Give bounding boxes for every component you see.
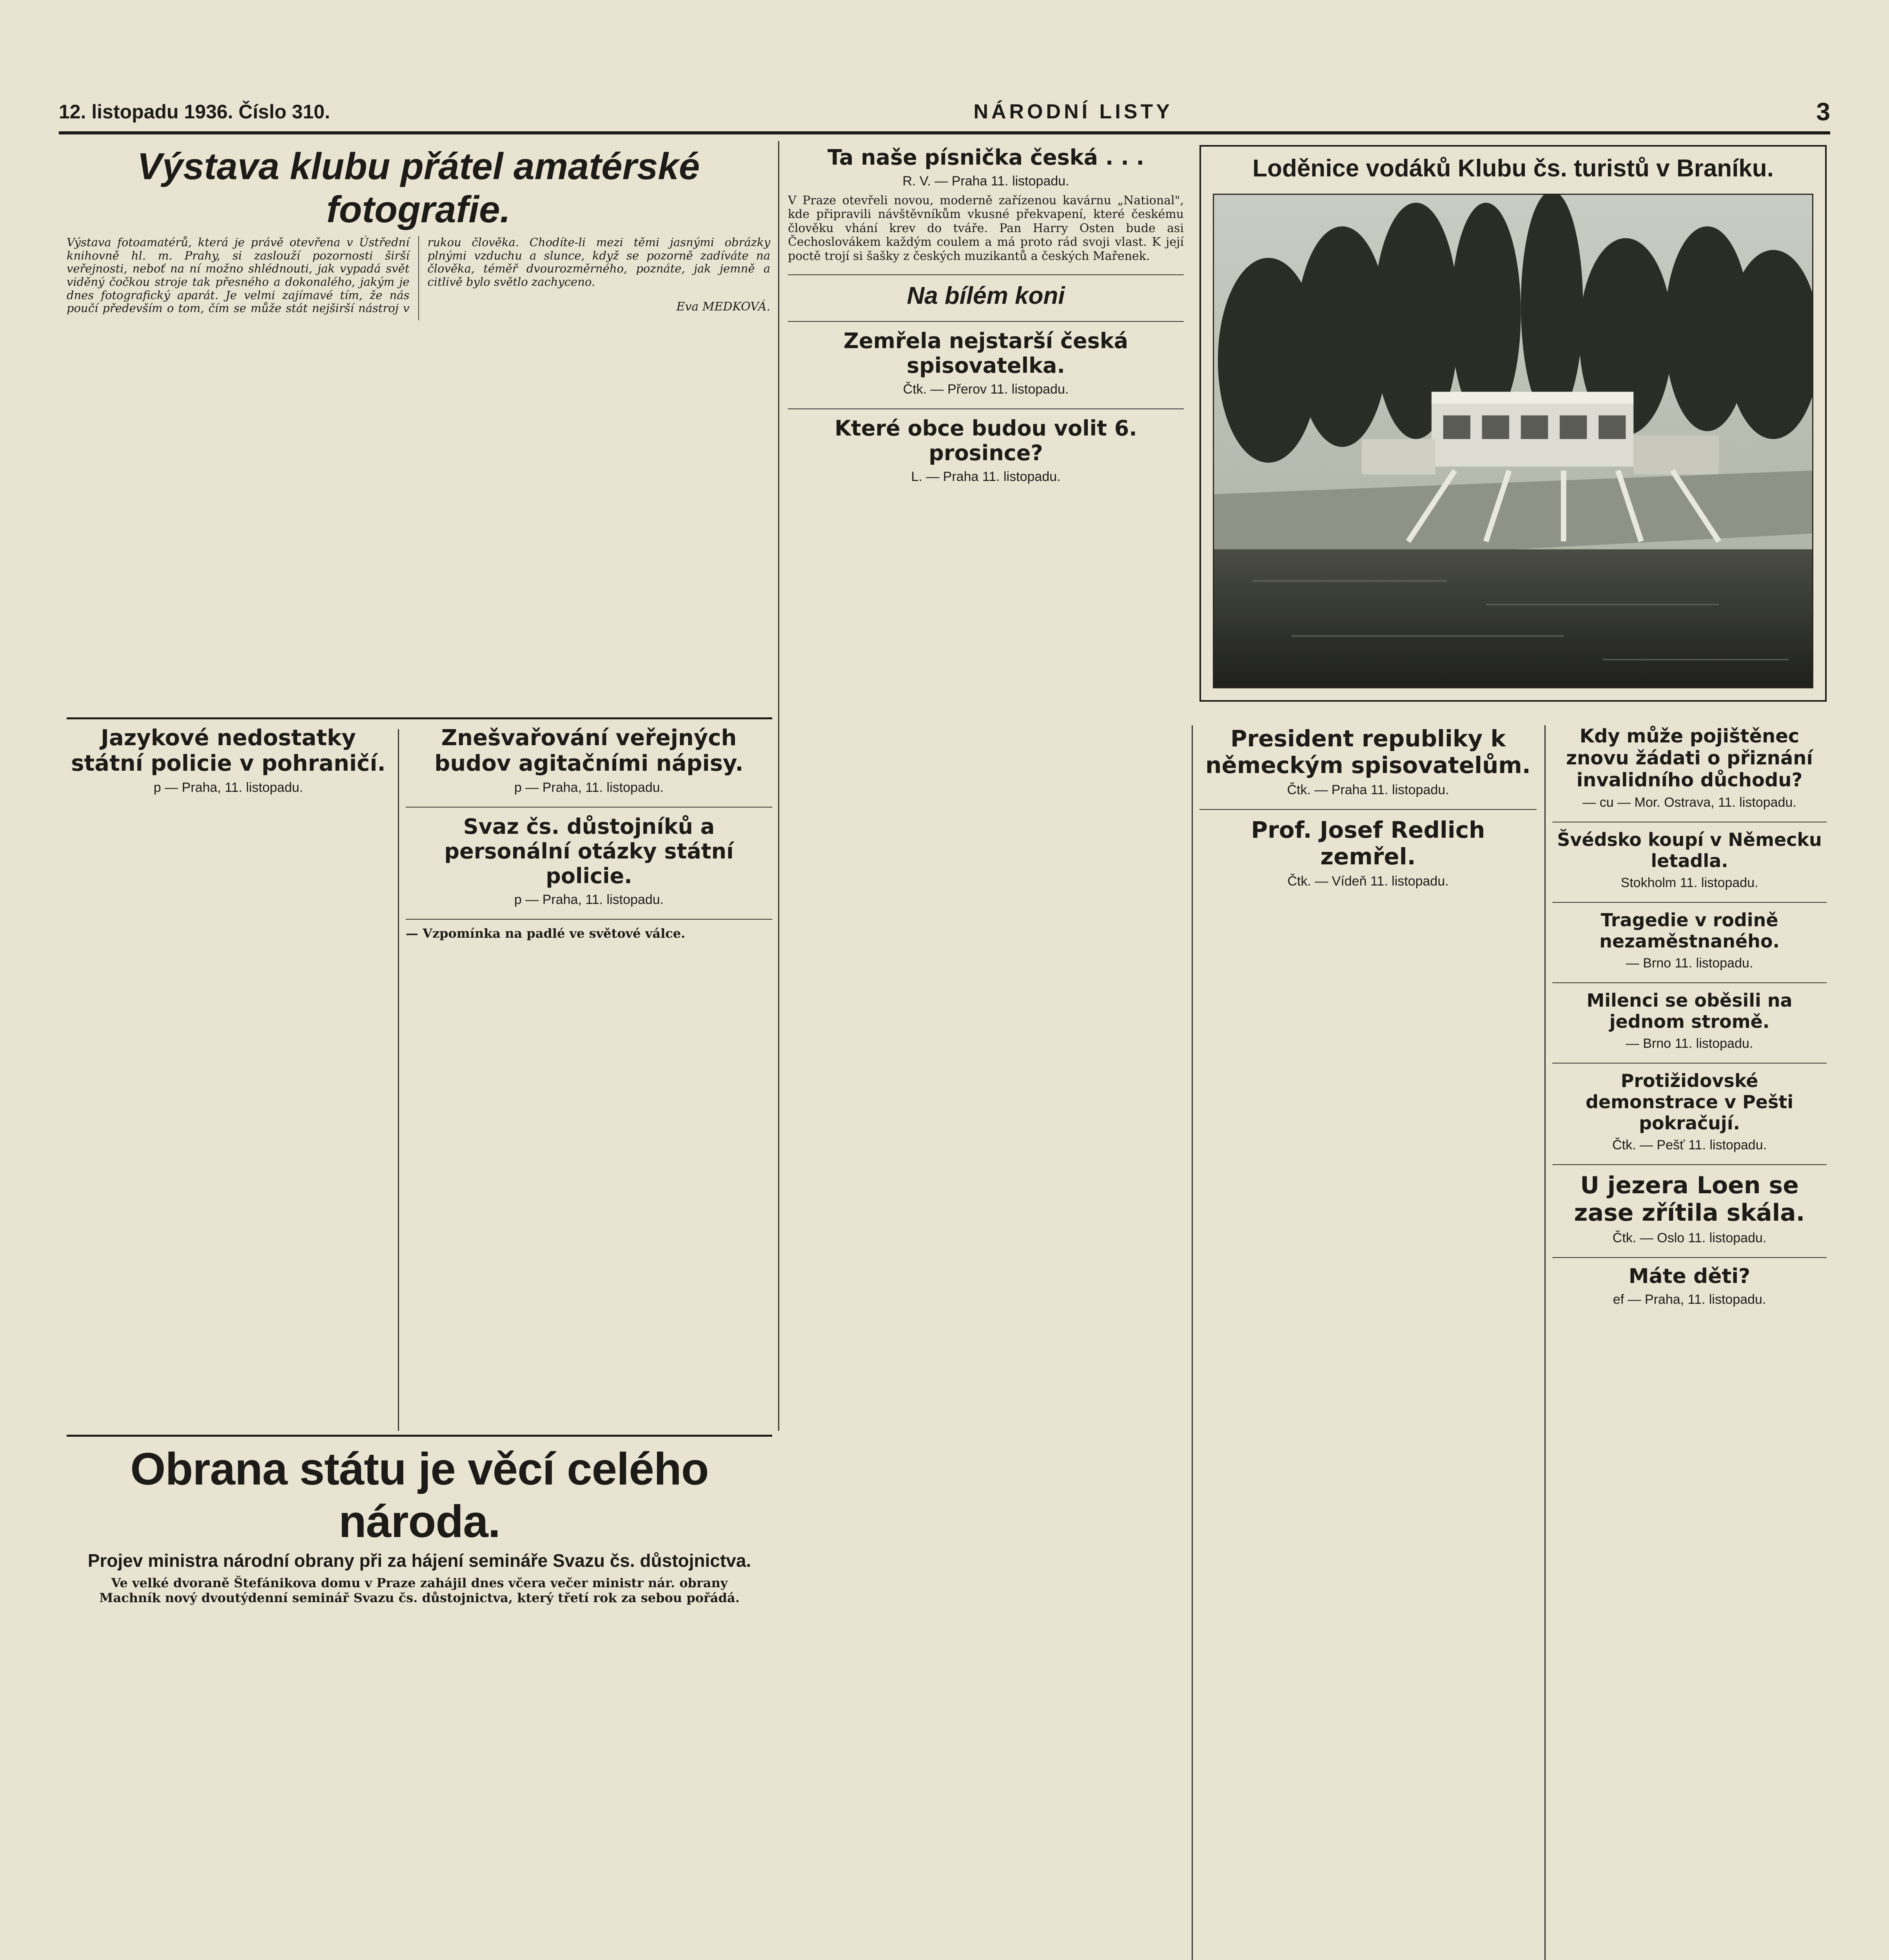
masthead-rule [59,131,1830,134]
article-title: Znešvařování veřejných budov agitačními nápisy. [434,725,744,776]
article-title: U jezera Loen se zase zřítila skála. [1574,1172,1805,1227]
article-policie [67,725,390,1427]
article-title: Prof. Josef Redlich zemřel. [1251,817,1485,870]
article-byline: Čtk. — Přerov 11. listopadu. [903,381,1069,397]
article-title: Výstava klubu přátel amatérské fotografie. [137,145,700,230]
banner-headline: Obrana státu je věcí celého národa. [130,1443,709,1547]
article-title: Milenci se oběsili na jednom stromě. [1586,990,1793,1032]
article-title: Svaz čs. důstojníků a personální otázky státní policie. [444,814,734,888]
article-signature: Eva MEDKOVÁ. [676,299,770,314]
issue-date: 12. listopadu 1936. Číslo 310. [59,101,330,123]
article-byline: p — Praha, 11. listopadu. [153,780,303,795]
article-obrana [67,1443,772,1960]
article-title: Kdy může pojištěnec znovu žádati o přiznání invalidního důchodu? [1566,725,1813,791]
article-byline: Čtk. — Praha 11. listopadu. [1287,782,1449,797]
article-byline: p — Praha, 11. listopadu. [514,892,664,907]
article-vystava [67,145,770,710]
article-budovy [406,725,772,1427]
article-byline: p — Praha, 11. listopadu. [514,780,664,795]
article-pisnicka [788,145,1184,1960]
section-rule [67,717,772,719]
article-byline: R. V. — Praha 11. listopadu. [902,174,1069,189]
article-byline: Čtk. — Oslo 11. listopadu. [1612,1230,1767,1245]
photo-box [1199,145,1827,702]
article-byline: Čtk. — Vídeň 11. listopadu. [1287,874,1449,889]
masthead [59,90,1830,133]
banner-subhead: Projev ministra národní obrany při za hájení semináře Svazu čs. důstojnictva. [87,1550,751,1571]
article-title: Protižidovské demonstrace v Pešti pokračují. [1585,1070,1794,1134]
article-title: Ta naše písnička česká . . . [827,145,1145,170]
column-rule [398,729,399,1431]
article-title: President republiky k německým spisovatelům. [1205,725,1531,779]
notice-vzpominka: — Vzpomínka na padlé ve světové válce. [406,926,686,941]
article-body: Výstava fotoamatérů, která je právě otevřena v Ústřední knihovně hl. m. Prahy, si zaslouží pozornosti širší veřejnosti, neboť na ní možno shlédnouti, jak vypadá svět viděný čočkou stroje tak přesného a dokonalého, jakým je dnes fotografický aparát. Je velmi zajímavé tím, že nás poučí především o tom, čím se může stát nejširší nástroj v rukou člověka. Chodíte-li mezi těmi jasnými obrázky plnými vzduchu a slunce, když se pozorně zadíváte na člověka, téměř dvourozměrného, poznáte, jak jemně a citlivě bylo světlo zachyceno. Eva MEDKOVÁ. [67,236,770,315]
photo-image [1213,194,1813,688]
photo-title: Loděnice vodáků Klubu čs. turistů v Braníku. [1252,155,1774,182]
article-byline: Čtk. — Pešť 11. listopadu. [1612,1138,1767,1152]
article-title: Máte děti? [1628,1265,1751,1288]
article-title: Zemřela nejstarší česká spisovatelka. [843,328,1129,378]
article-president [1199,725,1537,1960]
article-byline: — Brno 11. listopadu. [1626,956,1753,971]
banner-body [67,1610,772,1621]
article-byline: Stokholm 11. listopadu. [1620,875,1758,890]
article-lead: V Praze otevřeli novou, moderně zařízenou kavárnu „National", kde připravili návštěvníkům vkusné překvapení, které českému člověku vhání krev do tváře. Pan Harry Osten bude asi Čechoslovákem každým coulem a má proto rád svoji vlast. K její poctě trojí si šašky z českých muzikantů a českých Mařenek. [788,194,1184,263]
article-byline: — Brno 11. listopadu. [1626,1036,1753,1051]
article-byline: — cu — Mor. Ostrava, 11. listopadu. [1582,795,1796,810]
article-byline: L. — Praha 11. listopadu. [911,469,1061,484]
article-byline: ef — Praha, 11. listopadu. [1613,1292,1766,1307]
article-title: Tragedie v rodině nezaměstnaného. [1599,909,1780,952]
column-rule [778,141,779,1431]
boathouse-photo [1214,195,1812,687]
right-column [1552,725,1827,1960]
article-title: Na bílém koni [907,282,1065,309]
column-rule [1544,725,1546,1960]
column-rule [1192,725,1193,1960]
article-title: Jazykové nedostatky státní policie v pohraničí. [71,725,386,776]
article-title: Švédsko koupí v Německu letadla. [1557,829,1822,871]
section-rule [67,1435,772,1437]
page-number: 3 [1816,98,1830,126]
paper-name: NÁRODNÍ LISTY [973,100,1173,123]
article-title: Které obce budou volit 6. prosince? [835,416,1137,465]
banner-lead: Ve velké dvoraně Štefánikova domu v Praze zahájil dnes včera večer ministr nár. obrany Machník nový dvoutýdenní seminář Svazu čs. důstojnictva, který třetí rok za sebou pořádá. [99,1575,740,1605]
